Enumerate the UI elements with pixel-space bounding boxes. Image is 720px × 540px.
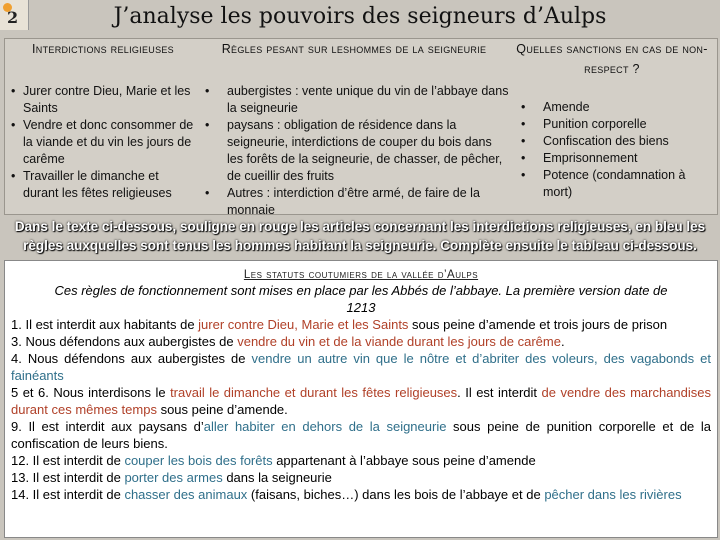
list-item: • Autres : interdiction d’être armé, de faire de la monnaie (227, 185, 509, 219)
article-text: 4. Nous défendons aux aubergistes de (11, 351, 252, 366)
article-9 (11, 418, 711, 452)
article-text: 14. Il est interdit de (11, 487, 125, 502)
article-text: 9. Il est interdit aux paysans d’ (11, 419, 204, 434)
header-sanctions: Quelles sanctions en cas de non-respect ? (516, 42, 708, 76)
article-text: 1. Il est interdit aux habitants de (11, 317, 199, 332)
highlight-religious: de vendre des marchandises durant ces mêmes temps (11, 385, 712, 417)
document-intro: Ces règles de fonctionnement sont mises en place par les Abbés de l’abbaye. La première version date de 1213 (54, 283, 668, 315)
article-text: sous peine de punition corporelle et de la confiscation de leurs biens. (11, 419, 711, 451)
highlight-religious: jurer contre Dieu, Marie et les Saints (198, 317, 409, 332)
article-text: dans la seigneurie (222, 470, 332, 485)
list-item: • Travailler le dimanche et durant les fêtes religieuses (23, 168, 195, 202)
article-text: . Il est interdit (457, 385, 542, 400)
list-item: • Punition corporelle (543, 116, 713, 133)
list-item: • Confiscation des biens (543, 133, 713, 150)
article-text: 12. Il est interdit de (11, 453, 125, 468)
highlight-rule: vendre un autre vin que le nôtre et d’abriter des voleurs, des vagabonds et fainéants (11, 351, 711, 383)
highlight-rule: porter des armes (124, 470, 223, 485)
article-3 (11, 333, 711, 350)
article-text: sous peine d’amende. (156, 402, 288, 417)
highlight-religious: vendre du vin et de la viande durant les jours de carême (237, 334, 561, 349)
slide-number: 2 (7, 8, 19, 27)
list-item: • Vendre et donc consommer de la viande et du vin les jours de carême (23, 117, 195, 168)
rules-list (227, 83, 509, 219)
list-item: • paysans : obligation de résidence dans la seigneurie, interdictions de couper du bois dans les forêts de la seigneurie, de chasser, de pêcher, de cueillir des fruits (227, 117, 509, 185)
list-item: • Amende (543, 99, 713, 116)
article-4 (11, 350, 711, 384)
article-14 (11, 486, 711, 503)
highlight-rule: aller habiter en dehors de la seigneurie (203, 419, 447, 434)
article-13 (11, 469, 711, 486)
header-religious-bans: Interdictions religieuses (32, 42, 174, 56)
highlight-religious: travail le dimanche et durant les fêtes religieuses (170, 385, 458, 400)
article-1 (11, 316, 711, 333)
article-text: appartenant à l’abbaye sous peine d’amende (272, 453, 536, 468)
article-5-6 (11, 384, 711, 418)
article-text: 5 et 6. Nous interdisons le (11, 385, 171, 400)
article-12 (11, 452, 711, 469)
article-text: 13. Il est interdit de (11, 470, 125, 485)
instruction-text: Dans le texte ci-dessous, souligne en rouge les articles concernant les interdictions religieuses, en bleu les règles auxquelles sont tenus les hommes habitant la seigneurie. Complète ensuite le tableau ci-dessous. (14, 219, 706, 253)
header-rules: Règles pesant sur leshommes de la seigneurie (221, 42, 487, 56)
highlight-rule: chasser des animaux (124, 487, 248, 502)
highlight-rule: pêcher dans les rivières (544, 487, 682, 502)
page-title: J’analyse les pouvoirs des seigneurs d’Aulps (113, 4, 607, 29)
highlight-rule: couper les bois des forêts (124, 453, 273, 468)
sanctions-list (543, 99, 713, 201)
list-item: • Emprisonnement (543, 150, 713, 167)
article-text: (faisans, biches…) dans les bois de l’abbaye et de (247, 487, 545, 502)
document-title: Les statuts coutumiers de la vallée d’Aulps (243, 269, 479, 281)
article-text: 3. Nous défendons aux aubergistes de (11, 334, 238, 349)
article-text: . (560, 334, 565, 349)
article-text: sous peine d’amende et trois jours de prison (408, 317, 668, 332)
religious-bans-list (23, 83, 195, 202)
list-item: • Potence (condamnation à mort) (543, 167, 713, 201)
summary-table (4, 38, 718, 215)
source-document (4, 260, 718, 538)
list-item: • Jurer contre Dieu, Marie et les Saints (23, 83, 195, 117)
list-item: • aubergistes : vente unique du vin de l’abbaye dans la seigneurie (227, 83, 509, 117)
